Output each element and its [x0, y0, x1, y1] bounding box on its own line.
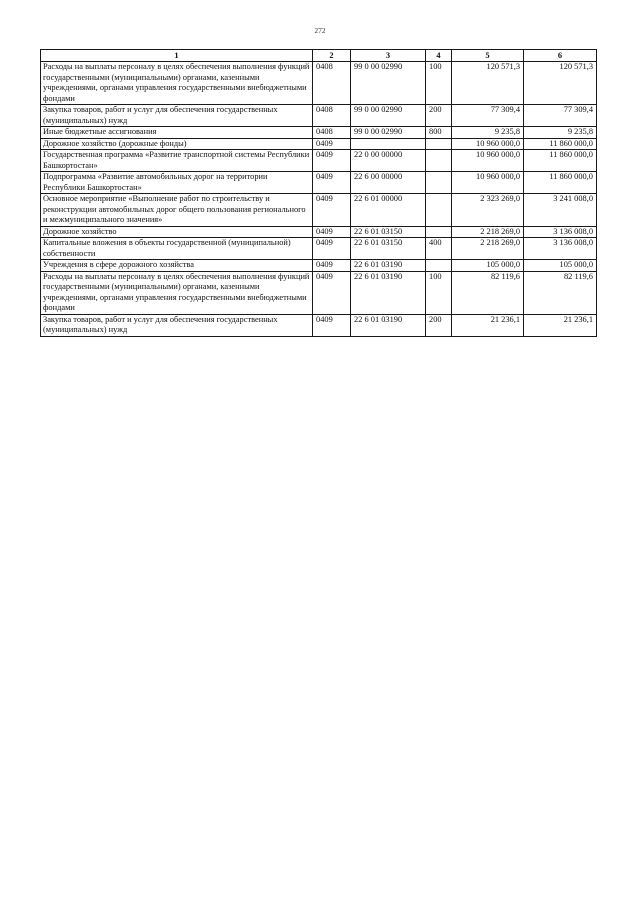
target-article: 22 6 01 03190 [351, 260, 426, 272]
expense-name: Иные бюджетные ассигнования [41, 127, 313, 139]
amount-col-6: 3 241 008,0 [524, 194, 597, 227]
expense-type: 100 [426, 62, 452, 105]
table-row [41, 271, 597, 314]
amount-col-6: 105 000,0 [524, 260, 597, 272]
expense-name: Расходы на выплаты персоналу в целях обеспечения выполнения функций государственными (муниципальными) органами, казенными учреждениями, органами управления государственными внебюджетными фондами [41, 62, 313, 105]
table-row [41, 172, 597, 194]
header-col-2: 2 [313, 50, 351, 62]
expense-type: 200 [426, 105, 452, 127]
expense-type [426, 226, 452, 238]
section-code: 0409 [313, 172, 351, 194]
header-col-1: 1 [41, 50, 313, 62]
expense-name: Дорожное хозяйство (дорожные фонды) [41, 138, 313, 150]
expense-name: Учреждения в сфере дорожного хозяйства [41, 260, 313, 272]
amount-col-5: 77 309,4 [452, 105, 524, 127]
expense-name: Дорожное хозяйство [41, 226, 313, 238]
amount-col-6: 3 136 008,0 [524, 226, 597, 238]
budget-table [40, 49, 597, 337]
header-col-3: 3 [351, 50, 426, 62]
expense-name: Расходы на выплаты персоналу в целях обеспечения выполнения функций государственными (муниципальными) органами, казенными учреждениями, органами управления государственными внебюджетными фондами [41, 271, 313, 314]
expense-type [426, 150, 452, 172]
section-code: 0409 [313, 138, 351, 150]
expense-type: 400 [426, 238, 452, 260]
target-article: 22 6 00 00000 [351, 172, 426, 194]
amount-col-6: 120 571,3 [524, 62, 597, 105]
amount-col-6: 11 860 000,0 [524, 138, 597, 150]
header-col-4: 4 [426, 50, 452, 62]
amount-col-6: 82 119,6 [524, 271, 597, 314]
amount-col-5: 2 218 269,0 [452, 238, 524, 260]
table-row [41, 62, 597, 105]
expense-type [426, 138, 452, 150]
target-article [351, 138, 426, 150]
amount-col-6: 3 136 008,0 [524, 238, 597, 260]
amount-col-6: 11 860 000,0 [524, 150, 597, 172]
amount-col-5: 21 236,1 [452, 314, 524, 336]
expense-type: 200 [426, 314, 452, 336]
expense-type: 800 [426, 127, 452, 139]
target-article: 22 6 01 03190 [351, 314, 426, 336]
target-article: 99 0 00 02990 [351, 62, 426, 105]
table-row [41, 138, 597, 150]
table-row [41, 194, 597, 227]
table-row [41, 314, 597, 336]
expense-name: Основное мероприятие «Выполнение работ по строительству и реконструкции автомобильных дорог общего пользования регионального и межмуниципального значения» [41, 194, 313, 227]
table-row [41, 226, 597, 238]
amount-col-6: 21 236,1 [524, 314, 597, 336]
expense-type [426, 260, 452, 272]
target-article: 99 0 00 02990 [351, 105, 426, 127]
section-code: 0409 [313, 226, 351, 238]
target-article: 22 6 01 03190 [351, 271, 426, 314]
amount-col-6: 77 309,4 [524, 105, 597, 127]
amount-col-6: 11 860 000,0 [524, 172, 597, 194]
header-row [41, 50, 597, 62]
expense-type [426, 194, 452, 227]
target-article: 22 6 01 03150 [351, 226, 426, 238]
table-row [41, 127, 597, 139]
table-row [41, 260, 597, 272]
section-code: 0409 [313, 150, 351, 172]
section-code: 0409 [313, 260, 351, 272]
table-body [41, 62, 597, 337]
header-col-6: 6 [524, 50, 597, 62]
amount-col-5: 120 571,3 [452, 62, 524, 105]
expense-name: Закупка товаров, работ и услуг для обеспечения государственных (муниципальных) нужд [41, 105, 313, 127]
expense-name: Капитальные вложения в объекты государственной (муниципальной) собственности [41, 238, 313, 260]
target-article: 22 6 01 00000 [351, 194, 426, 227]
section-code: 0409 [313, 271, 351, 314]
expense-name: Государственная программа «Развитие транспортной системы Республики Башкортостан» [41, 150, 313, 172]
section-code: 0409 [313, 238, 351, 260]
amount-col-5: 10 960 000,0 [452, 138, 524, 150]
section-code: 0409 [313, 194, 351, 227]
section-code: 0408 [313, 127, 351, 139]
target-article: 22 6 01 03150 [351, 238, 426, 260]
amount-col-5: 9 235,8 [452, 127, 524, 139]
table-header [41, 50, 597, 62]
table-row [41, 105, 597, 127]
table-row [41, 238, 597, 260]
amount-col-5: 82 119,6 [452, 271, 524, 314]
page-number: 272 [314, 26, 326, 35]
expense-type: 100 [426, 271, 452, 314]
amount-col-5: 10 960 000,0 [452, 172, 524, 194]
table-row [41, 150, 597, 172]
expense-name: Подпрограмма «Развитие автомобильных дорог на территории Республики Башкортостан» [41, 172, 313, 194]
expense-name: Закупка товаров, работ и услуг для обеспечения государственных (муниципальных) нужд [41, 314, 313, 336]
amount-col-6: 9 235,8 [524, 127, 597, 139]
section-code: 0409 [313, 314, 351, 336]
amount-col-5: 2 323 269,0 [452, 194, 524, 227]
amount-col-5: 10 960 000,0 [452, 150, 524, 172]
expense-type [426, 172, 452, 194]
target-article: 99 0 00 02990 [351, 127, 426, 139]
amount-col-5: 2 218 269,0 [452, 226, 524, 238]
target-article: 22 0 00 00000 [351, 150, 426, 172]
header-col-5: 5 [452, 50, 524, 62]
section-code: 0408 [313, 105, 351, 127]
amount-col-5: 105 000,0 [452, 260, 524, 272]
section-code: 0408 [313, 62, 351, 105]
